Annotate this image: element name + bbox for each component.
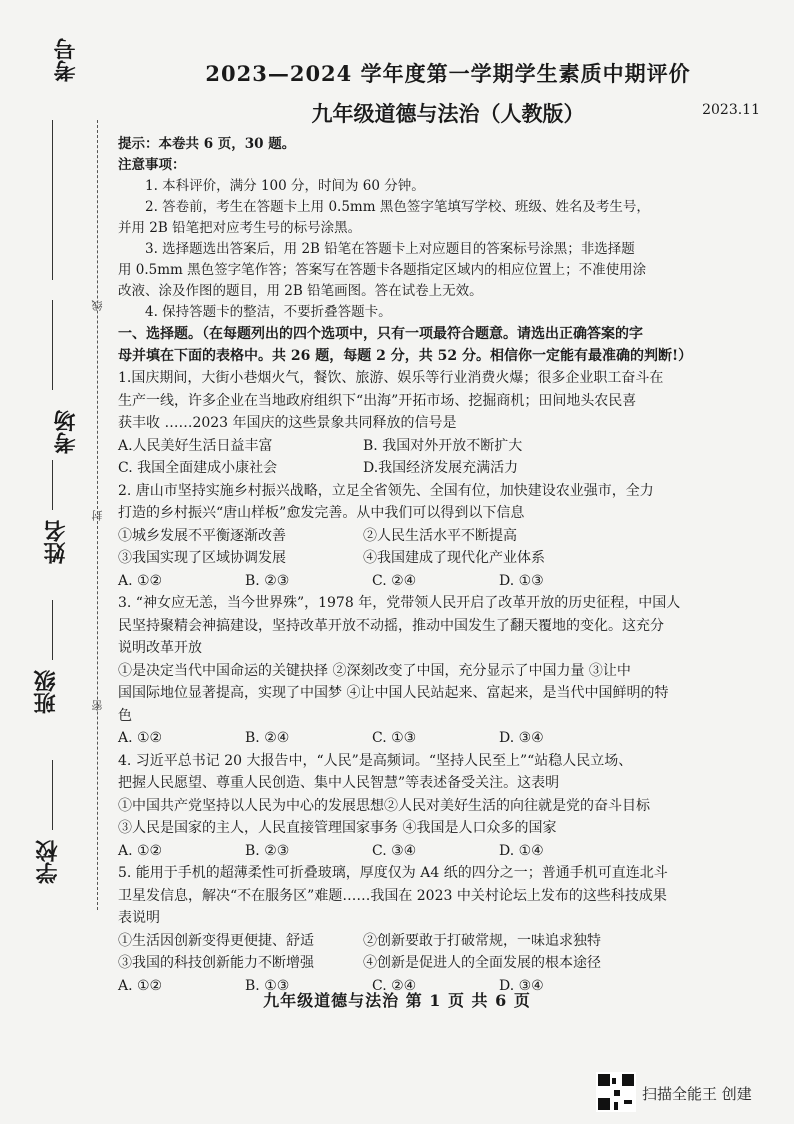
statement-3: ③我国的科技创新能力不断增强: [118, 955, 314, 971]
option-b: B. ②③: [245, 572, 290, 589]
notice-block: [118, 134, 778, 323]
option-b: B. ①③: [245, 977, 290, 994]
exam-date: 2023.11: [702, 102, 760, 118]
notice-item: 2. 答卷前，考生在答题卡上用 0.5mm 黑色签字笔填写学校、班级、姓名及考生号，: [145, 199, 650, 215]
notice-item: 1. 本科评价，满分 100 分，时间为 60 分钟。: [145, 178, 425, 194]
statement-2: ②人民生活水平不断提高: [363, 527, 517, 544]
question-stem: 说明改革开放: [118, 640, 202, 656]
option-a: A.人民美好生活日益丰富: [118, 437, 273, 454]
exam-room-line: [52, 300, 53, 390]
class-line: [52, 600, 53, 660]
statement-3: ③我国实现了区域协调发展: [118, 550, 286, 566]
seal-mark-feng: 封: [91, 510, 104, 521]
option-d: D. ③④: [499, 730, 544, 746]
question-1: [118, 367, 778, 480]
question-stem: 表说明: [118, 910, 160, 926]
statement-1: ①生活因创新变得更便捷、舒适: [118, 932, 314, 949]
exam-title: 2023—2024 学年度第一学期学生素质中期评价: [205, 61, 691, 86]
notice-item: 改液、涂及作图的题目，用 2B 铅笔画图。答在试卷上无效。: [118, 283, 483, 299]
question-stem: 5. 能用于手机的超薄柔性可折叠玻璃，厚度仅为 A4 纸的四分之一；普通手机可直连北斗: [118, 865, 668, 881]
question-stem: 民坚持聚精会神搞建设，坚持改革开放不动摇，推动中国发生了翻天覆地的变化。这充分: [118, 617, 664, 634]
seal-mark-mi: 密: [91, 700, 104, 711]
option-d: D. ③④: [499, 977, 544, 994]
question-stem: 1.国庆期间，大街小巷烟火气，餐饮、旅游、娱乐等行业消费火爆；很多企业职工奋斗在: [118, 370, 664, 386]
question-stem: 2. 唐山市坚持实施乡村振兴战略，立足全省领先、全国有位，加快建设农业强市，全力: [118, 482, 654, 499]
scanner-watermark: 扫描全能王 创建: [642, 1085, 752, 1103]
option-b: B. 我国对外开放不断扩大: [363, 437, 523, 454]
question-4: [118, 750, 778, 863]
statement-1: ①城乡发展不平衡逐渐改善: [118, 527, 286, 544]
question-stem: 生产一线，许多企业在当地政府组织下“出海”开拓市场、挖掘商机；田间地头农民喜: [118, 392, 637, 409]
notice-item: 3. 选择题选出答案后，用 2B 铅笔在答题卡上对应题目的答案标号涂黑；非选择题: [145, 241, 635, 257]
option-c: C. ②④: [372, 977, 417, 994]
exam-content: [118, 58, 778, 997]
exam-number-label: 考号: [53, 38, 79, 82]
exam-subtitle: 九年级道德与法治（人教版）: [311, 101, 585, 126]
section-heading-cont: 母并填在下面的表格中。共 26 题，每题 2 分，共 52 分。相信你一定能有最准确的判断!）: [118, 348, 693, 364]
hint-text: 本卷共 6 页，30 题。: [158, 136, 296, 152]
notice-item: 4. 保持答题卡的整洁，不要折叠答题卡。: [145, 304, 392, 320]
notice-item: 并用 2B 铅笔把对应考生号的标号涂黑。: [118, 220, 362, 236]
question-stem: 4. 习近平总书记 20 大报告中，“人民”是高频词。“坚持人民至上”“站稳人民立场、: [118, 752, 633, 769]
question-2: [118, 480, 778, 593]
question-stem: ①中国共产党坚持以人民为中心的发展思想②人民对美好生活的向往就是党的奋斗目标: [118, 797, 650, 814]
class-label: 班级: [33, 670, 59, 714]
question-3: [118, 592, 778, 750]
statement-4: ④创新是促进人的全面发展的根本途径: [363, 955, 601, 971]
option-c: C. ③④: [372, 842, 417, 859]
school-line: [52, 760, 53, 830]
statement-2: ②创新要敢于打破常规，一味追求独特: [363, 932, 601, 949]
option-d: D. ①③: [499, 572, 544, 589]
question-stem: ①是决定当代中国命运的关键抉择 ②深刻改变了中国，充分显示了中国力量 ③让中: [118, 662, 631, 679]
option-a: A. ①②: [118, 572, 163, 589]
exam-room-label: 考场: [53, 410, 79, 454]
question-stem: 卫星发信息，解决“不在服务区”难题……我国在 2023 中关村论坛上发布的这些科技成果: [118, 887, 667, 904]
option-b: B. ②④: [245, 730, 290, 746]
question-stem: 把握人民愿望、尊重人民创造、集中人民智慧”等表述备受关注。这表明: [118, 775, 560, 791]
qr-code-icon: [596, 1072, 636, 1112]
name-line: [52, 460, 53, 510]
option-d: D.我国经济发展充满活力: [363, 460, 519, 476]
option-b: B. ②③: [245, 842, 290, 859]
subtitle-row: [118, 98, 778, 134]
option-a: A. ①②: [118, 977, 163, 994]
question-stem: 国国际地位显著提高，实现了中国梦 ④让中国人民站起来、富起来，是当代中国鲜明的特: [118, 685, 669, 701]
binding-margin: [0, 0, 110, 1124]
school-label: 学校: [35, 840, 61, 884]
hint-label: 提示：: [118, 136, 159, 152]
question-5: [118, 862, 778, 997]
option-a: A. ①②: [118, 730, 163, 746]
option-d: D. ①④: [499, 842, 544, 859]
statement-4: ④我国建成了现代化产业体系: [363, 550, 545, 566]
notice-item: 用 0.5mm 黑色签字笔作答；答案写在答题卡各题指定区域内的相应位置上；不准使用涂: [118, 262, 647, 278]
question-stem: 打造的乡村振兴“唐山样板”愈发完善。从中我们可以得到以下信息: [118, 505, 525, 521]
section-heading: 一、选择题。（在每题列出的四个选项中，只有一项最符合题意。请选出正确答案的字: [118, 326, 643, 342]
question-stem: ③人民是国家的主人，人民直接管理国家事务 ④我国是人口众多的国家: [118, 820, 557, 836]
question-stem: 3. “神女应无恙，当今世界殊”，1978 年，党带领人民开启了改革开放的历史征程，中国人: [118, 595, 681, 611]
page-footer: 九年级道德与法治 第 1 页 共 6 页: [263, 991, 531, 1010]
seal-mark-xian: 线: [91, 300, 104, 311]
attention-heading: 注意事项：: [118, 157, 186, 173]
question-stem: 获丰收 ……2023 年国庆的这些景象共同释放的信号是: [118, 415, 457, 431]
exam-number-line: [52, 120, 53, 280]
option-c: C. 我国全面建成小康社会: [118, 460, 278, 476]
option-c: C. ②④: [372, 572, 417, 589]
question-stem: 色: [118, 707, 132, 724]
option-c: C. ①③: [372, 730, 417, 746]
name-label: 姓名: [43, 520, 69, 564]
option-a: A. ①②: [118, 842, 163, 859]
